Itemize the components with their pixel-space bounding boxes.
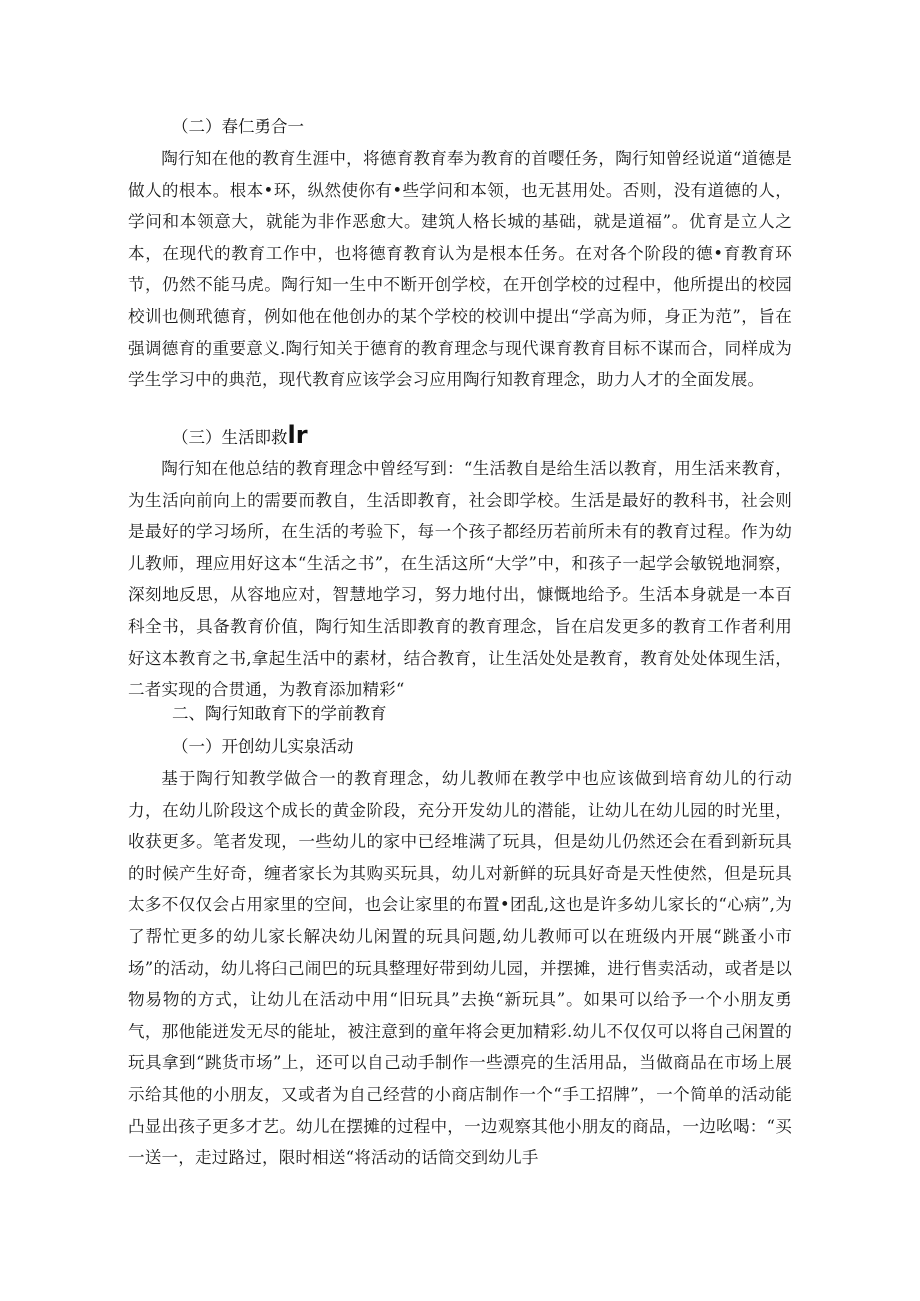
paragraph-life-education: 陶行知在他总结的教育理念中曾经写到：“生活教自是给生活以教育，用生活来教育，为生活向前向上的需要而教自，生活即教育，社会即学校。生活是最好的教科书，社会则是最好的学习场所，在生活的考验下，每一个孩子都经历若前所未有的教育过程。作为幼儿教师，理应用好这本“生活之书”，在生活这所“大学”中，和孩子一起学会敏锐地洞察，深刻地反思，从容地应对，智慧地学习，努力地付出，慷慨地给予。生活本身就是一本百科全书，具备教育价值，陶行知生活即教育的教育理念，旨在启发更多的教育工作者利用好这本教育之书,拿起生活中的素材，结合教育，让生活处处是教育，教育处处体现生活，二者实现的合贯通，为教育添加精彩“ — [128, 459, 792, 700]
paragraph-moral-education: 陶行知在他的教育生涯中，将德育教育奉为教育的首嘤任务，陶行知曾经说道“道德是做人的根本。根本•环，纵然使你有•些学问和本领，也无甚用处。否则，没有道德的人，学问和本领意大，就能为非作恶愈大。建筑人格长城的基础，就是道福”。优育是立人之本，在现代的教育工作中，也将德育教育认为是根本任务。在对各个阶段的德•育教育环节，仍然不能马虎。陶行知一生中不断开创学校，在开创学校的过程中，他所提出的校园校训也侧玳德育，例如他在他创办的某个学校的校训中提出“学高为师，身正为范”，旨在强调德育的重要意义.陶行知关于德育的教育理念与现代课育教育目标不谋而合，同样成为学生学习中的典范，现代教育应该学会习应用陶行知教育理念，助力人才的全面发展。 — [128, 149, 792, 390]
section-heading-life-education-text: （三）生活即救 — [172, 428, 288, 447]
section-heading-moral-education: （二）春仁勇合一 — [172, 117, 304, 136]
section-heading-practice-activity: （一）开创幼儿实泉活动 — [172, 737, 354, 756]
paragraph-practice-activity: 基于陶行知教学做合一的教育理念，幼儿教师在教学中也应该做到培育幼儿的行动力，在幼儿阶段这个成长的黄金阶段，充分开发幼儿的潜能，让幼儿在幼儿园的时光里，收获更多。笔者发现，一些幼儿的家中已经堆满了玩具，但是幼儿仍然还会在看到新玩具的时候产生好奇，缠者家长为其购买玩具，幼儿对新鲜的玩具好奇是天性使然，但是玩具太多不仅仅会占用家里的空间，也会让家里的布置•团乱,这也是许多幼儿家长的“心病”,为了帮忙更多的幼儿家长解决幼儿闲置的玩具问题,幼儿教师可以在班级内开展“跳蚤小市场”的活动，幼儿将臼己闹巴的玩具整理好带到幼儿园，并摆摊，进行售卖活动，或者是以物易物的方式，让幼儿在活动中用“旧玩具”去换“新玩具”。如果可以给予一个小朋友勇气，那他能迸发无尽的能址，被注意到的童年将会更加精彩.幼儿不仅仅可以将自己闲置的玩具拿到“跳货市场”上，还可以自己动手制作一些漂亮的生活用品，当做商品在市场上展示给其他的小朋友，又或者为自己经营的小商店制作一个“手工招牌”，一个简单的活动能凸显出孩子更多才艺。幼儿在摆摊的过程中，一边观察其他小朋友的商品，一边吆喝：“买一送一，走过路过，限时相送“将活动的话筒交到幼儿手 — [128, 769, 792, 1168]
section-heading-life-education — [128, 420, 836, 450]
chapter-heading-preschool: 二、陶行知敢育下的学前教育 — [172, 704, 387, 723]
section-heading-life-education-tail: lr — [287, 421, 308, 449]
